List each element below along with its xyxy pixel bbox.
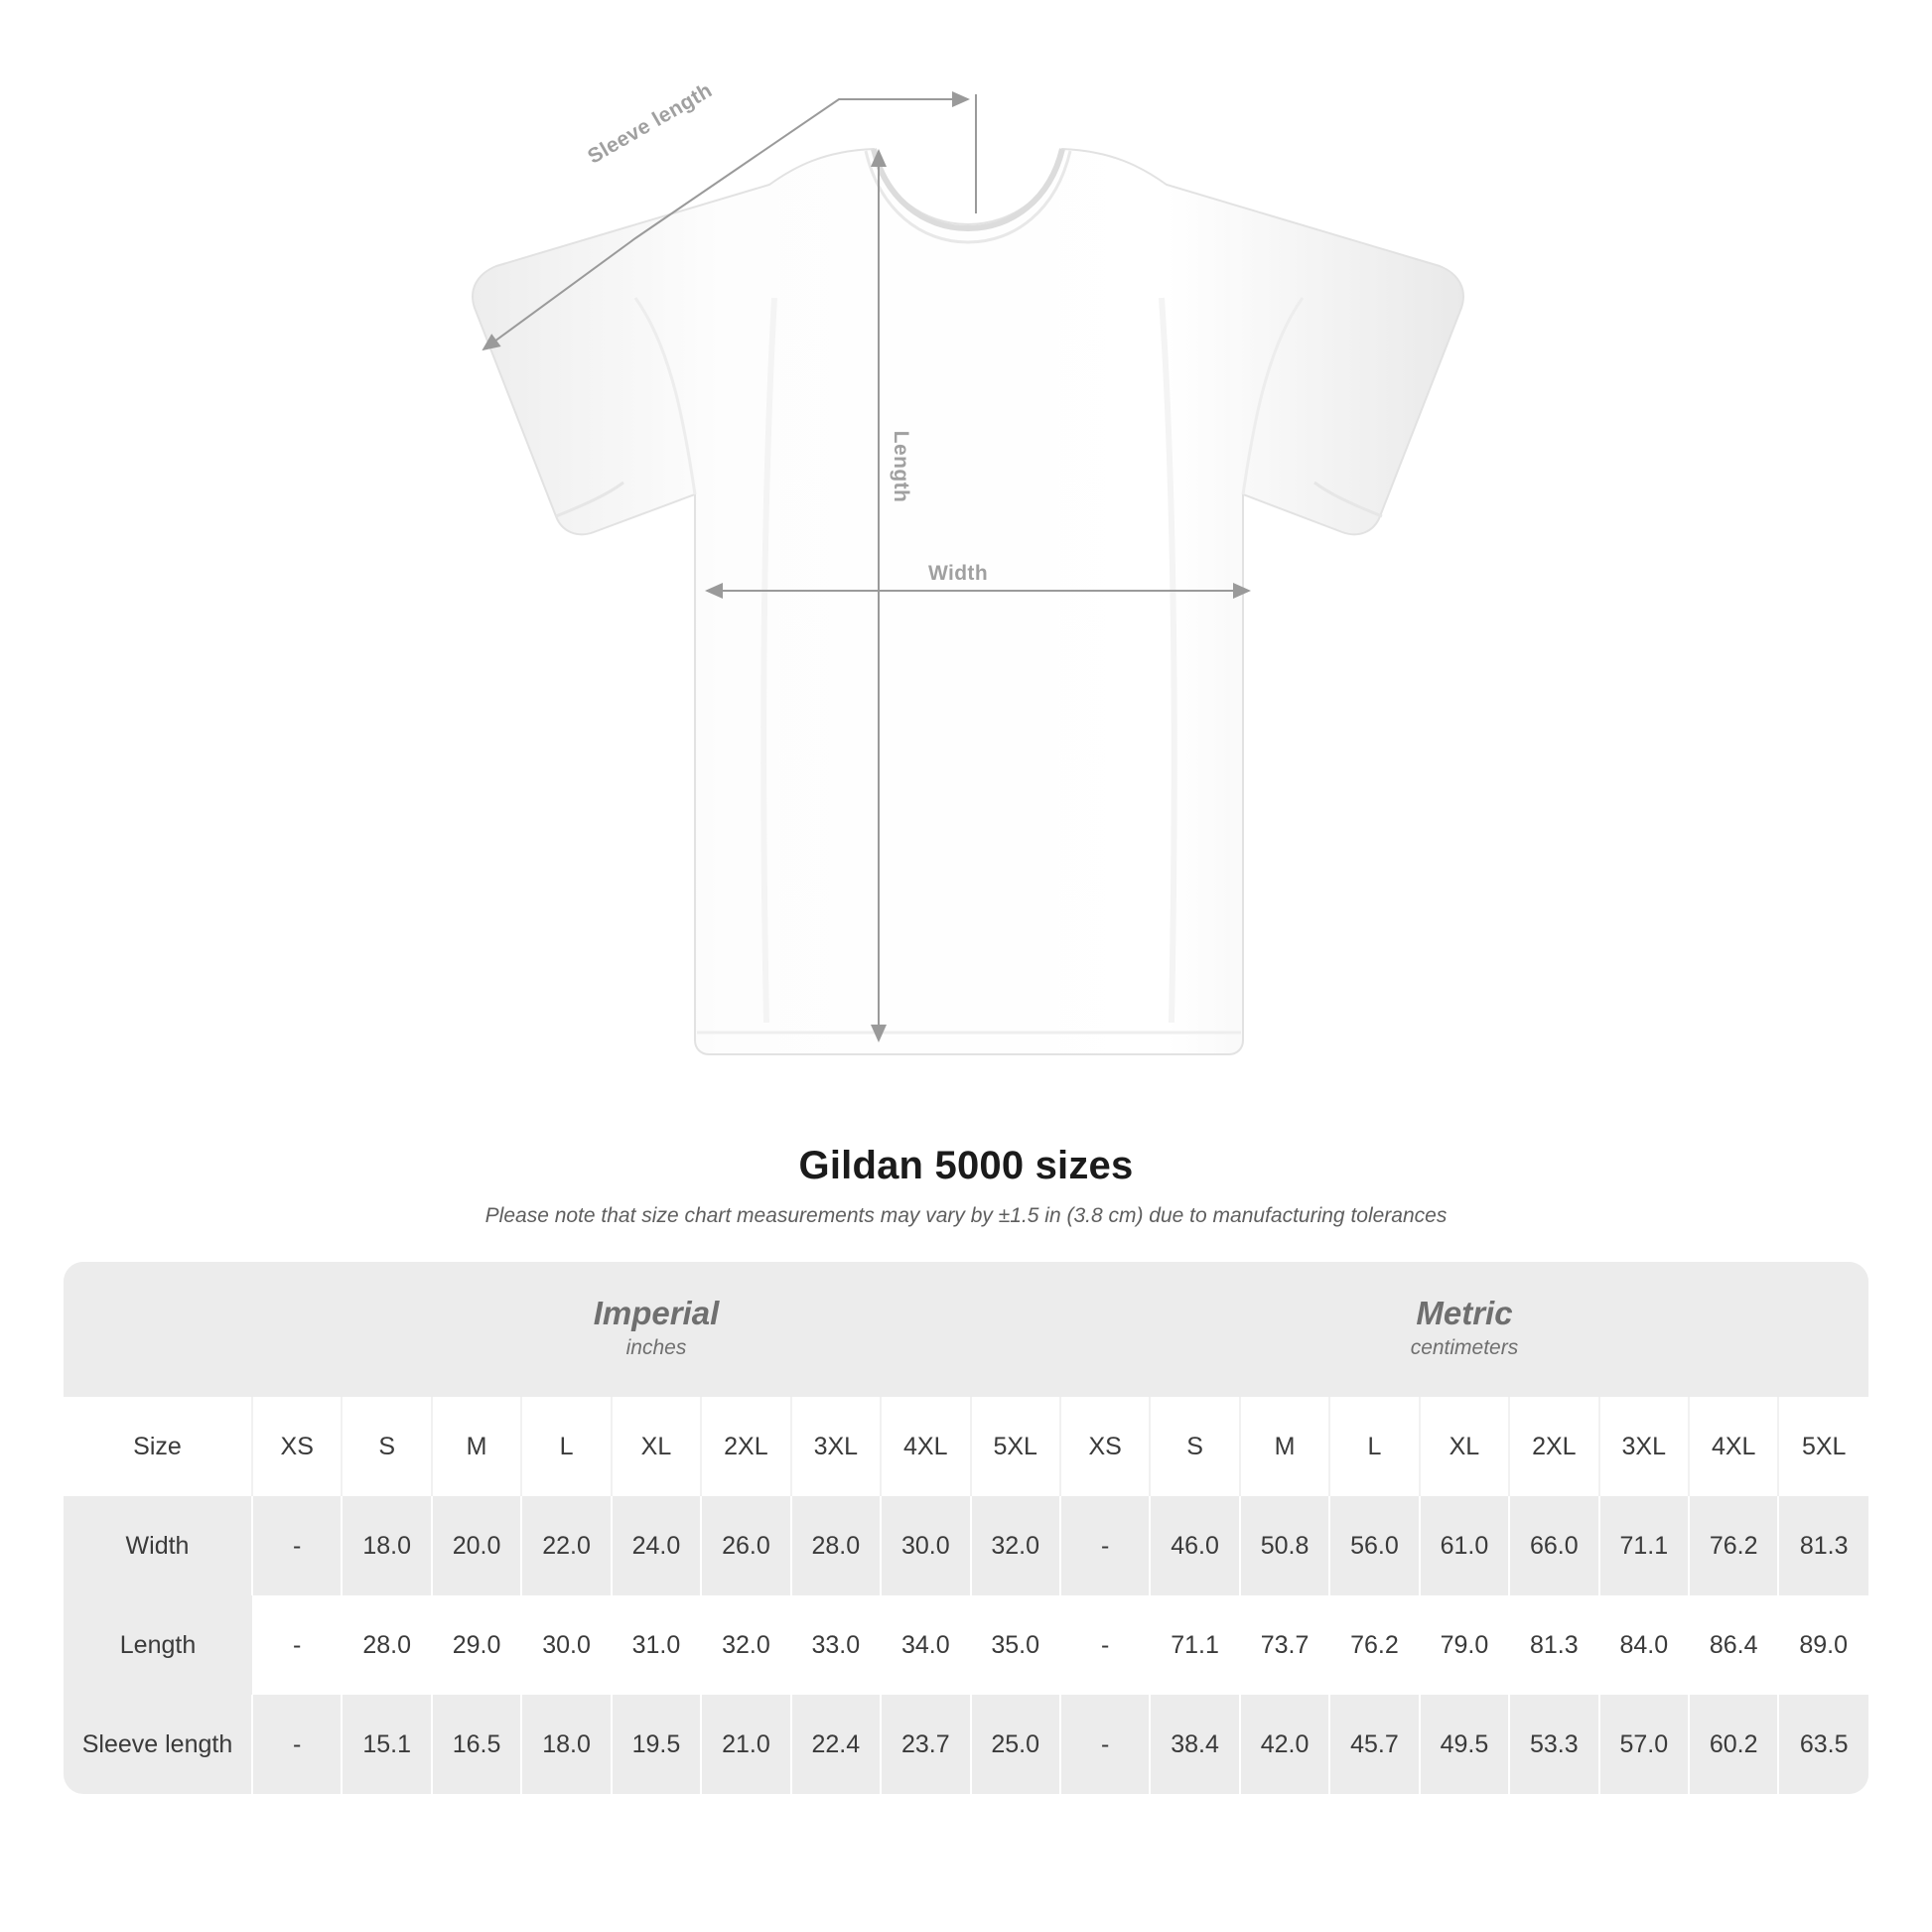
size-header-metric-5xl: 5XL (1778, 1397, 1868, 1496)
width-imperial-l: 22.0 (521, 1496, 611, 1595)
tolerance-note: Please note that size chart measurements may vary by ±1.5 in (3.8 cm) due to manufacturing tolerances (484, 1204, 1448, 1227)
length-label: Length (890, 430, 912, 503)
page-title: Gildan 5000 sizes (798, 1144, 1134, 1187)
width-label: Width (927, 562, 989, 585)
width-imperial-s: 18.0 (342, 1496, 431, 1595)
width-imperial-5xl: 32.0 (971, 1496, 1060, 1595)
sleeve-imperial-xl: 19.5 (612, 1695, 701, 1794)
table-row (64, 1695, 1868, 1794)
sleeve-metric-l: 45.7 (1329, 1695, 1419, 1794)
width-imperial-3xl: 28.0 (791, 1496, 881, 1595)
width-metric-3xl: 71.1 (1599, 1496, 1689, 1595)
sleeve-metric-4xl: 60.2 (1689, 1695, 1778, 1794)
width-imperial-4xl: 30.0 (881, 1496, 970, 1595)
size-header-imperial-3xl: 3XL (791, 1397, 881, 1496)
length-metric-xs: - (1060, 1595, 1150, 1695)
title-block (0, 1144, 1932, 1228)
row-label-sleeve-length: Sleeve length (81, 1729, 233, 1758)
sleeve-metric-xl: 49.5 (1420, 1695, 1509, 1794)
sleeve-length-label: Sleeve length (584, 78, 717, 169)
length-metric-4xl: 86.4 (1689, 1595, 1778, 1695)
size-header-imperial-5xl: 5XL (971, 1397, 1060, 1496)
sleeve-imperial-s: 15.1 (342, 1695, 431, 1794)
size-header-metric-xs: XS (1060, 1397, 1150, 1496)
length-imperial-3xl: 33.0 (791, 1595, 881, 1695)
length-metric-l: 76.2 (1329, 1595, 1419, 1695)
length-metric-m: 73.7 (1240, 1595, 1329, 1695)
size-header-imperial-m: M (432, 1397, 521, 1496)
row-label-length: Length (119, 1630, 197, 1659)
sleeve-imperial-3xl: 22.4 (791, 1695, 881, 1794)
length-imperial-m: 29.0 (432, 1595, 521, 1695)
size-header-imperial-s: S (342, 1397, 431, 1496)
length-imperial-5xl: 35.0 (971, 1595, 1060, 1695)
width-metric-2xl: 66.0 (1509, 1496, 1598, 1595)
width-metric-4xl: 76.2 (1689, 1496, 1778, 1595)
size-header-imperial-l: L (521, 1397, 611, 1496)
size-header-imperial-xs: XS (252, 1397, 342, 1496)
sleeve-imperial-5xl: 25.0 (971, 1695, 1060, 1794)
table-row (64, 1595, 1868, 1695)
width-metric-l: 56.0 (1329, 1496, 1419, 1595)
size-header-metric-4xl: 4XL (1689, 1397, 1778, 1496)
unit-group-imperial-sub: inches (625, 1336, 687, 1360)
length-imperial-xl: 31.0 (612, 1595, 701, 1695)
length-imperial-2xl: 32.0 (701, 1595, 790, 1695)
size-table-container (64, 1262, 1868, 1794)
length-imperial-xs: - (252, 1595, 342, 1695)
length-metric-s: 71.1 (1150, 1595, 1239, 1695)
length-imperial-l: 30.0 (521, 1595, 611, 1695)
width-imperial-m: 20.0 (432, 1496, 521, 1595)
unit-header-row (64, 1262, 1868, 1397)
unit-group-metric-name: Metric (1416, 1295, 1513, 1332)
width-imperial-xs: - (252, 1496, 342, 1595)
unit-group-metric-sub: centimeters (1410, 1336, 1519, 1360)
size-table (64, 1262, 1868, 1794)
width-metric-xl: 61.0 (1420, 1496, 1509, 1595)
size-header-metric-l: L (1329, 1397, 1419, 1496)
length-metric-xl: 79.0 (1420, 1595, 1509, 1695)
size-header-metric-m: M (1240, 1397, 1329, 1496)
width-metric-xs: - (1060, 1496, 1150, 1595)
unit-row-spacer (64, 1262, 252, 1397)
length-imperial-s: 28.0 (342, 1595, 431, 1695)
size-header-metric-2xl: 2XL (1509, 1397, 1598, 1496)
size-header-imperial-2xl: 2XL (701, 1397, 790, 1496)
sleeve-metric-2xl: 53.3 (1509, 1695, 1598, 1794)
size-header-imperial-4xl: 4XL (881, 1397, 970, 1496)
tshirt-shape (473, 149, 1463, 1054)
unit-group-metric (1060, 1262, 1868, 1397)
table-row (64, 1496, 1868, 1595)
length-imperial-4xl: 34.0 (881, 1595, 970, 1695)
width-imperial-2xl: 26.0 (701, 1496, 790, 1595)
length-metric-3xl: 84.0 (1599, 1595, 1689, 1695)
sleeve-imperial-l: 18.0 (521, 1695, 611, 1794)
sleeve-metric-5xl: 63.5 (1778, 1695, 1868, 1794)
size-header-label: Size (64, 1397, 252, 1496)
sleeve-metric-s: 38.4 (1150, 1695, 1239, 1794)
sleeve-imperial-4xl: 23.7 (881, 1695, 970, 1794)
sleeve-metric-xs: - (1060, 1695, 1150, 1794)
width-imperial-xl: 24.0 (612, 1496, 701, 1595)
length-metric-5xl: 89.0 (1778, 1595, 1868, 1695)
width-metric-m: 50.8 (1240, 1496, 1329, 1595)
sleeve-metric-m: 42.0 (1240, 1695, 1329, 1794)
size-header-metric-xl: XL (1420, 1397, 1509, 1496)
sleeve-imperial-2xl: 21.0 (701, 1695, 790, 1794)
size-header-row (64, 1397, 1868, 1496)
width-metric-s: 46.0 (1150, 1496, 1239, 1595)
sleeve-imperial-m: 16.5 (432, 1695, 521, 1794)
width-metric-5xl: 81.3 (1778, 1496, 1868, 1595)
size-header-imperial-xl: XL (612, 1397, 701, 1496)
length-metric-2xl: 81.3 (1509, 1595, 1598, 1695)
size-header-metric-3xl: 3XL (1599, 1397, 1689, 1496)
unit-group-imperial-name: Imperial (593, 1295, 720, 1332)
row-label-width: Width (125, 1531, 190, 1560)
sleeve-imperial-xs: - (252, 1695, 342, 1794)
sleeve-metric-3xl: 57.0 (1599, 1695, 1689, 1794)
unit-group-imperial (252, 1262, 1060, 1397)
size-header-metric-s: S (1150, 1397, 1239, 1496)
